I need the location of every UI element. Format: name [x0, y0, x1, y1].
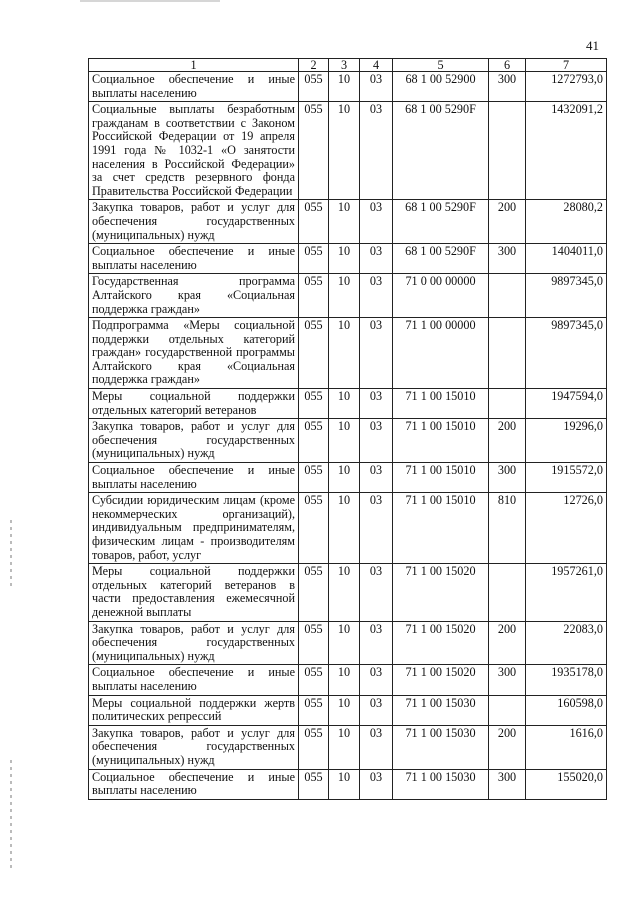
- row-target-article: 68 1 00 5290F: [393, 102, 489, 200]
- row-admin-code: 055: [299, 769, 329, 799]
- budget-table: [88, 58, 607, 800]
- row-admin-code: 055: [299, 389, 329, 419]
- table-row: [89, 274, 607, 318]
- row-section-code: 10: [329, 244, 360, 274]
- row-subsection-code: 03: [360, 564, 393, 621]
- row-expense-type: 300: [489, 463, 526, 493]
- column-header: 7: [526, 59, 607, 72]
- header-row: [89, 59, 607, 72]
- table-row: [89, 725, 607, 769]
- row-admin-code: 055: [299, 200, 329, 244]
- row-target-article: 71 1 00 15010: [393, 463, 489, 493]
- table-row: [89, 102, 607, 200]
- row-subsection-code: 03: [360, 419, 393, 463]
- column-header: 5: [393, 59, 489, 72]
- row-admin-code: 055: [299, 665, 329, 695]
- row-subsection-code: 03: [360, 695, 393, 725]
- column-header: 3: [329, 59, 360, 72]
- row-amount: 22083,0: [526, 621, 607, 665]
- row-target-article: 68 1 00 5290F: [393, 200, 489, 244]
- row-amount: 1272793,0: [526, 72, 607, 102]
- row-subsection-code: 03: [360, 621, 393, 665]
- row-admin-code: 055: [299, 493, 329, 564]
- row-admin-code: 055: [299, 725, 329, 769]
- row-expense-type: 300: [489, 72, 526, 102]
- row-target-article: 71 1 00 15020: [393, 665, 489, 695]
- row-target-article: 71 1 00 15020: [393, 564, 489, 621]
- row-description: Закупка товаров, работ и услуг для обеспечения государственных (муниципальных) нужд: [89, 200, 299, 244]
- row-admin-code: 055: [299, 274, 329, 318]
- row-section-code: 10: [329, 769, 360, 799]
- row-subsection-code: 03: [360, 665, 393, 695]
- row-amount: 28080,2: [526, 200, 607, 244]
- row-description: Государственная программа Алтайского края «Социальная поддержка граждан»: [89, 274, 299, 318]
- row-section-code: 10: [329, 389, 360, 419]
- row-amount: 155020,0: [526, 769, 607, 799]
- row-description: Меры социальной поддержки отдельных категорий ветеранов в части предоставления ежемесячной денежной выплаты: [89, 564, 299, 621]
- row-expense-type: 300: [489, 665, 526, 695]
- row-subsection-code: 03: [360, 102, 393, 200]
- row-subsection-code: 03: [360, 274, 393, 318]
- row-section-code: 10: [329, 419, 360, 463]
- row-section-code: 10: [329, 493, 360, 564]
- row-description: Подпрограмма «Меры социальной поддержки отдельных категорий граждан» государственной программы Алтайского края «Социальная поддержка граждан»: [89, 318, 299, 389]
- row-subsection-code: 03: [360, 463, 393, 493]
- table-row: [89, 493, 607, 564]
- table-row: [89, 419, 607, 463]
- table-row: [89, 200, 607, 244]
- row-expense-type: 200: [489, 725, 526, 769]
- row-section-code: 10: [329, 102, 360, 200]
- row-target-article: 71 1 00 15030: [393, 695, 489, 725]
- row-expense-type: 200: [489, 621, 526, 665]
- row-expense-type: 200: [489, 419, 526, 463]
- table-row: [89, 621, 607, 665]
- row-expense-type: 300: [489, 244, 526, 274]
- row-target-article: 71 1 00 15010: [393, 389, 489, 419]
- table-row: [89, 244, 607, 274]
- row-expense-type: [489, 564, 526, 621]
- column-header: 1: [89, 59, 299, 72]
- row-amount: 1404011,0: [526, 244, 607, 274]
- row-amount: 9897345,0: [526, 318, 607, 389]
- row-expense-type: [489, 389, 526, 419]
- page-number: 41: [586, 38, 599, 53]
- column-header: 2: [299, 59, 329, 72]
- table-row: [89, 318, 607, 389]
- row-admin-code: 055: [299, 695, 329, 725]
- row-subsection-code: 03: [360, 244, 393, 274]
- scan-edge-shadow: [80, 0, 220, 2]
- row-admin-code: 055: [299, 72, 329, 102]
- row-amount: 1947594,0: [526, 389, 607, 419]
- row-subsection-code: 03: [360, 769, 393, 799]
- row-target-article: 68 1 00 5290F: [393, 244, 489, 274]
- row-target-article: 71 0 00 00000: [393, 274, 489, 318]
- row-target-article: 71 1 00 15020: [393, 621, 489, 665]
- row-target-article: 71 1 00 15010: [393, 419, 489, 463]
- row-admin-code: 055: [299, 621, 329, 665]
- row-description: Субсидии юридическим лицам (кроме некоммерческих организаций), индивидуальным предпринимателям, физическим лицам - производителям товаров, работ, услуг: [89, 493, 299, 564]
- row-section-code: 10: [329, 695, 360, 725]
- row-expense-type: [489, 102, 526, 200]
- row-section-code: 10: [329, 72, 360, 102]
- row-target-article: 71 1 00 15030: [393, 769, 489, 799]
- row-description: Закупка товаров, работ и услуг для обеспечения государственных (муниципальных) нужд: [89, 725, 299, 769]
- row-amount: 19296,0: [526, 419, 607, 463]
- row-expense-type: [489, 274, 526, 318]
- row-description: Социальные выплаты безработным гражданам в соответствии с Законом Российской Федерации от 19 апреля 1991 года № 1032-1 «О занятости населения в Российской Федерации» за счет средств резервного фонда Правительства Российской Федерации: [89, 102, 299, 200]
- row-expense-type: 300: [489, 769, 526, 799]
- row-amount: 1935178,0: [526, 665, 607, 695]
- scan-margin-mark: [10, 520, 12, 590]
- scan-margin-mark: [10, 760, 12, 870]
- row-expense-type: 200: [489, 200, 526, 244]
- row-section-code: 10: [329, 725, 360, 769]
- row-description: Социальное обеспечение и иные выплаты населению: [89, 244, 299, 274]
- row-section-code: 10: [329, 463, 360, 493]
- row-section-code: 10: [329, 274, 360, 318]
- table-row: [89, 769, 607, 799]
- row-admin-code: 055: [299, 318, 329, 389]
- row-description: Социальное обеспечение и иные выплаты населению: [89, 463, 299, 493]
- row-description: Закупка товаров, работ и услуг для обеспечения государственных (муниципальных) нужд: [89, 419, 299, 463]
- row-description: Социальное обеспечение и иные выплаты населению: [89, 665, 299, 695]
- row-expense-type: [489, 695, 526, 725]
- row-subsection-code: 03: [360, 389, 393, 419]
- row-admin-code: 055: [299, 244, 329, 274]
- row-description: Социальное обеспечение и иные выплаты населению: [89, 769, 299, 799]
- table-row: [89, 72, 607, 102]
- column-header: 6: [489, 59, 526, 72]
- row-target-article: 71 1 00 00000: [393, 318, 489, 389]
- row-target-article: 71 1 00 15030: [393, 725, 489, 769]
- row-section-code: 10: [329, 318, 360, 389]
- row-section-code: 10: [329, 564, 360, 621]
- row-amount: 9897345,0: [526, 274, 607, 318]
- row-amount: 12726,0: [526, 493, 607, 564]
- row-subsection-code: 03: [360, 72, 393, 102]
- row-section-code: 10: [329, 621, 360, 665]
- row-description: Социальное обеспечение и иные выплаты населению: [89, 72, 299, 102]
- row-subsection-code: 03: [360, 200, 393, 244]
- row-expense-type: 810: [489, 493, 526, 564]
- table-row: [89, 389, 607, 419]
- row-admin-code: 055: [299, 564, 329, 621]
- row-subsection-code: 03: [360, 493, 393, 564]
- row-section-code: 10: [329, 665, 360, 695]
- row-expense-type: [489, 318, 526, 389]
- table-row: [89, 695, 607, 725]
- row-description: Меры социальной поддержки жертв политических репрессий: [89, 695, 299, 725]
- row-subsection-code: 03: [360, 725, 393, 769]
- row-amount: 1432091,2: [526, 102, 607, 200]
- row-amount: 1616,0: [526, 725, 607, 769]
- table-row: [89, 463, 607, 493]
- row-admin-code: 055: [299, 419, 329, 463]
- table-row: [89, 564, 607, 621]
- row-amount: 1957261,0: [526, 564, 607, 621]
- row-section-code: 10: [329, 200, 360, 244]
- row-target-article: 71 1 00 15010: [393, 493, 489, 564]
- table-row: [89, 665, 607, 695]
- row-amount: 160598,0: [526, 695, 607, 725]
- row-admin-code: 055: [299, 463, 329, 493]
- row-subsection-code: 03: [360, 318, 393, 389]
- column-header: 4: [360, 59, 393, 72]
- row-admin-code: 055: [299, 102, 329, 200]
- row-description: Меры социальной поддержки отдельных категорий ветеранов: [89, 389, 299, 419]
- row-target-article: 68 1 00 52900: [393, 72, 489, 102]
- row-amount: 1915572,0: [526, 463, 607, 493]
- row-description: Закупка товаров, работ и услуг для обеспечения государственных (муниципальных) нужд: [89, 621, 299, 665]
